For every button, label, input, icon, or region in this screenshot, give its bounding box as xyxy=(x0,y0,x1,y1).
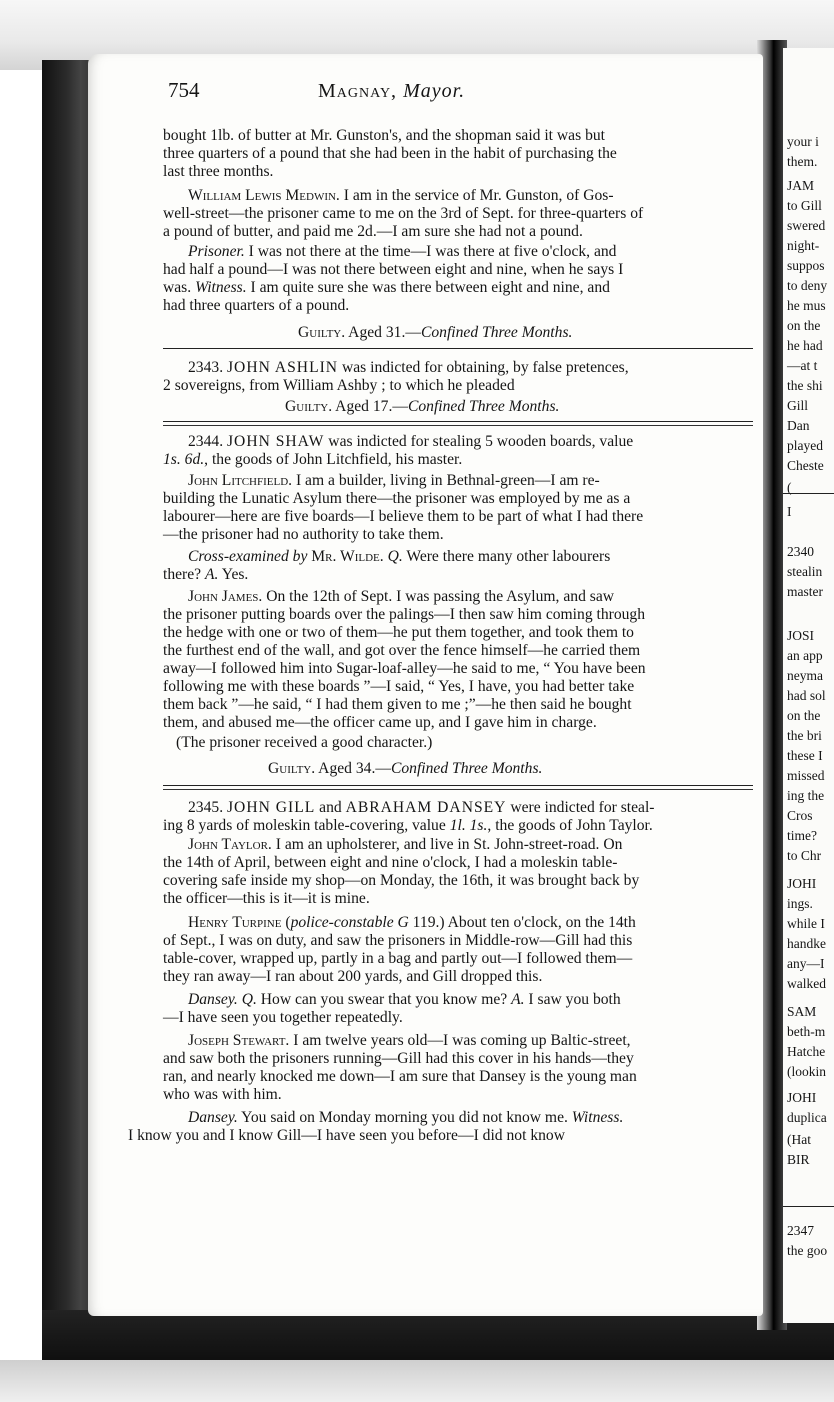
case-2345-heading xyxy=(188,799,753,817)
text-line: last three months. xyxy=(163,163,274,180)
facing-page-line: 2347 xyxy=(787,1223,814,1238)
page-header xyxy=(168,78,743,112)
testimony-turpine xyxy=(188,914,753,932)
text-fragment: 119.) xyxy=(408,914,445,931)
witness-name: William Lewis Medwin. xyxy=(188,187,340,204)
text-fragment: , the goods of John Litchfield, his master. xyxy=(204,451,463,468)
answer-label: A. xyxy=(204,566,219,583)
text-line xyxy=(163,279,753,297)
value-amount: 1s. 6d. xyxy=(163,451,205,468)
speaker-label: Prisoner. xyxy=(188,243,245,260)
facing-page-line: to Gill xyxy=(787,198,822,213)
facing-page-line: any—I xyxy=(787,956,825,971)
text-line: had half a pound—I was not there between eight and nine, when he says I xyxy=(163,261,624,278)
facing-page-line: suppos xyxy=(787,258,825,273)
dansey-question xyxy=(188,991,753,1009)
defendant-name: JOHN ASHLIN xyxy=(226,359,339,376)
facing-page-line: on the xyxy=(787,318,821,333)
facing-page-line: JOHI xyxy=(787,1090,817,1105)
text-line: the officer—this is it—it is mine. xyxy=(163,890,370,907)
text-fragment: there? xyxy=(163,566,205,583)
facing-page-line: while I xyxy=(787,916,825,931)
facing-page-line: them. xyxy=(787,154,818,169)
facing-page-line: I xyxy=(787,504,792,519)
page-number: 754 xyxy=(168,78,200,102)
testimony-text: About ten o'clock, on the 14th xyxy=(444,914,636,931)
text-line: a pound of butter, and paid me 2d.—I am sure she had not a pound. xyxy=(163,223,583,240)
facing-page-line: beth-m xyxy=(787,1024,826,1039)
text-line: following me with these boards ”—I said, “ Yes, I have, you had better take xyxy=(163,678,635,695)
cross-examined-label: Cross-examined by xyxy=(188,548,308,565)
facing-page-line: 2340 xyxy=(787,544,814,559)
text-line: ran, and nearly knocked me down—I am sure that Dansey is the young man xyxy=(163,1068,637,1085)
facing-page-line: Hatche xyxy=(787,1044,826,1059)
facing-page-line: your i xyxy=(787,134,819,149)
verdict-line xyxy=(298,324,753,342)
text-line: well-street—the prisoner came to me on the 3rd of Sept. for three-quarters of xyxy=(163,205,644,222)
sentence: Confined Three Months. xyxy=(420,324,573,341)
running-head-title: Mayor. xyxy=(403,80,466,102)
testimony-text: I am in the service of Mr. Gunston, of Gos- xyxy=(339,187,614,204)
answer-label: A. xyxy=(511,991,525,1008)
text-line: had three quarters of a pound. xyxy=(163,297,350,314)
facing-page-line: on the xyxy=(787,708,821,723)
text-line: they ran away—I ran about 200 yards, and Gill dropped this. xyxy=(163,968,543,985)
text-line: —the prisoner had no authority to take them. xyxy=(163,526,444,543)
value-amount: 1l. 1s. xyxy=(449,817,488,834)
text-line: the hedge with one or two of them—he put them together, and took them to xyxy=(163,624,634,641)
text-line: three quarters of a pound that she had been in the habit of purchasing the xyxy=(163,145,617,162)
defendant-name: ABRAHAM DANSEY xyxy=(345,799,507,816)
facing-page-line: the shi xyxy=(787,378,823,393)
scanner-background-bottom xyxy=(0,1360,834,1402)
verdict-line xyxy=(285,398,753,416)
question-label: Q. xyxy=(383,548,403,565)
text-line: —I have seen you together repeatedly. xyxy=(163,1009,403,1026)
case-number: 2345. xyxy=(188,799,227,816)
dansey-statement xyxy=(188,1109,753,1127)
facing-page-line: he had xyxy=(787,338,823,353)
text-fragment: , the goods of John Taylor. xyxy=(487,817,653,834)
cross-examination xyxy=(188,548,753,566)
facing-page-line: to Chr xyxy=(787,848,822,863)
text-line: the 14th of April, between eight and nine o'clock, I had a moleskin table- xyxy=(163,854,618,871)
facing-page-line: he mus xyxy=(787,298,826,313)
text-line: building the Lunatic Asylum there—the prisoner was employed by me as a xyxy=(163,490,631,507)
facing-page-line: missed xyxy=(787,768,825,783)
facing-page-line: walked xyxy=(787,976,826,991)
facing-page-line: duplica xyxy=(787,1110,827,1125)
facing-page-line: JOHI xyxy=(787,876,817,891)
facing-page-line: time? xyxy=(787,828,817,843)
text-line xyxy=(163,451,753,469)
facing-page-line: an app xyxy=(787,648,823,663)
facing-page-line: swered xyxy=(787,218,826,233)
facing-page-line: Dan xyxy=(787,418,810,433)
witness-name: John Litchfield. xyxy=(188,472,293,489)
section-divider xyxy=(163,421,753,426)
verdict-age: Aged 31.— xyxy=(345,324,421,341)
facing-page-line: Cros xyxy=(787,808,813,823)
defendant-name: JOHN GILL xyxy=(226,799,316,816)
text-line: them back ”—he said, “ I had them given to me ;”—he then said he bought xyxy=(163,696,632,713)
prisoner-statement xyxy=(188,243,753,261)
facing-page-line: ings. xyxy=(787,896,813,911)
testimony-medwin xyxy=(188,187,753,205)
facing-page-line: ing the xyxy=(787,788,825,803)
indictment-text: was indicted for obtaining, by false pretences, xyxy=(338,359,629,376)
text-fragment: and xyxy=(315,799,346,816)
case-number: 2344. xyxy=(188,433,227,450)
witness-name: John James. xyxy=(188,588,263,605)
witness-role: police-constable G xyxy=(290,914,409,931)
facing-page-line: stealin xyxy=(787,564,823,579)
speaker-label: Witness. xyxy=(571,1109,624,1126)
testimony-taylor xyxy=(188,836,753,854)
text-line: them, and abused me—the officer came up, and I gave him in charge. xyxy=(163,714,597,731)
testimony-text: I am twelve years old—I was coming up Baltic-street, xyxy=(289,1032,631,1049)
facing-page-divider xyxy=(783,493,834,494)
case-2343-heading xyxy=(188,359,753,377)
text-line: labourer—here are five boards—I believe them to be part of what I had there xyxy=(163,508,644,525)
indictment-text: were indicted for steal- xyxy=(506,799,655,816)
section-divider xyxy=(163,348,753,349)
facing-page-line: (Hat xyxy=(787,1132,811,1147)
counsel-name: Mr. Wilde. xyxy=(307,548,384,565)
facing-page-line: —at t xyxy=(787,358,818,373)
statement-text: I was not there at the time—I was there at five o'clock, and xyxy=(244,243,617,260)
question-label: Q. xyxy=(237,991,257,1008)
facing-page-line: the goo xyxy=(787,1243,828,1258)
text-line xyxy=(163,566,753,584)
witness-name: Joseph Stewart. xyxy=(188,1032,290,1049)
character-note: (The prisoner received a good character.) xyxy=(176,734,433,751)
facing-page-line: played xyxy=(787,438,823,453)
indictment-text: was indicted for stealing 5 wooden boards, value xyxy=(324,433,634,450)
facing-page-line: SAM xyxy=(787,1004,817,1019)
text-line: of Sept., I was on duty, and saw the prisoners in Middle-row—Gill had this xyxy=(163,932,633,949)
text-fragment: was. xyxy=(163,279,196,296)
question-text: How can you swear that you know me? xyxy=(256,991,512,1008)
verdict-age: Aged 17.— xyxy=(332,398,408,415)
text-fragment: ( xyxy=(281,914,291,931)
text-fragment: I am quite sure she was there between eight and nine, and xyxy=(246,279,610,296)
speaker-label: Dansey. xyxy=(188,991,238,1008)
sentence: Confined Three Months. xyxy=(390,760,543,777)
text-line: 2 sovereigns, from William Ashby ; to which he pleaded xyxy=(163,377,515,394)
facing-page-line: JOSI xyxy=(787,628,815,643)
facing-page-line: had sol xyxy=(787,688,826,703)
text-line: covering safe inside my shop—on Monday, the 16th, it was brought back by xyxy=(163,872,640,889)
facing-page-line: neyma xyxy=(787,668,823,683)
facing-page-line: (lookin xyxy=(787,1064,826,1079)
facing-page-line: JAM xyxy=(787,178,815,193)
text-line xyxy=(163,817,753,835)
case-number: 2343. xyxy=(188,359,227,376)
speaker-label: Dansey. xyxy=(188,1109,238,1126)
text-fragment: ing 8 yards of moleskin table-covering, value xyxy=(163,817,450,834)
testimony-text: I am a builder, living in Bethnal-green—I am re- xyxy=(292,472,600,489)
running-head-name: Magnay, xyxy=(318,80,398,102)
sentence: Confined Three Months. xyxy=(407,398,560,415)
facing-page-line: BIR xyxy=(787,1152,810,1167)
defendant-name: JOHN SHAW xyxy=(226,433,325,450)
text-line: away—I followed him into Sugar-loaf-alley—he said to me, “ You have been xyxy=(163,660,646,677)
facing-page-line: Gill xyxy=(787,398,809,413)
answer-text: I saw you both xyxy=(524,991,621,1008)
testimony-stewart xyxy=(188,1032,753,1050)
left-page xyxy=(88,54,763,1316)
facing-page-line: master xyxy=(787,584,823,599)
answer-text: Yes. xyxy=(218,566,249,583)
text-line: and saw both the prisoners running—Gill had this cover in his hands—they xyxy=(163,1050,634,1067)
facing-page-line: to deny xyxy=(787,278,828,293)
verdict: Guilty. xyxy=(298,324,346,341)
facing-page-line: the bri xyxy=(787,728,822,743)
facing-page-line: ( xyxy=(787,480,792,495)
facing-page-divider xyxy=(783,1206,834,1207)
running-head xyxy=(318,80,465,103)
facing-page-line: these I xyxy=(787,748,823,763)
testimony-litchfield xyxy=(188,472,753,490)
text-line: I know you and I know Gill—I have seen you before—I did not know xyxy=(128,1127,565,1144)
case-2344-heading xyxy=(188,433,753,451)
testimony-text: I am an upholsterer, and live in St. John-street-road. On xyxy=(271,836,623,853)
verdict: Guilty. xyxy=(268,760,316,777)
text-line: table-cover, wrapped up, partly in a bag and partly out—I followed them— xyxy=(163,950,633,967)
text-line: the furthest end of the wall, and got over the fence himself—he carried them xyxy=(163,642,641,659)
verdict-age: Aged 34.— xyxy=(315,760,391,777)
text-line: the prisoner putting boards over the palings—I then saw him coming through xyxy=(163,606,646,623)
testimony-text: On the 12th of Sept. I was passing the Asylum, and saw xyxy=(262,588,615,605)
witness-name: Henry Turpine xyxy=(188,914,282,931)
testimony-james xyxy=(188,588,753,606)
question-text: Were there many other labourers xyxy=(402,548,611,565)
facing-page-fragment xyxy=(783,48,834,1323)
statement-text: You said on Monday morning you did not know me. xyxy=(237,1109,572,1126)
verdict-line xyxy=(268,760,753,778)
facing-page-line: night- xyxy=(787,238,820,253)
verdict: Guilty. xyxy=(285,398,333,415)
text-line: who was with him. xyxy=(163,1086,282,1103)
section-divider xyxy=(163,785,753,790)
facing-page-line: handke xyxy=(787,936,826,951)
witness-name: John Taylor. xyxy=(188,836,272,853)
text-line: bought 1lb. of butter at Mr. Gunston's, and the shopman said it was but xyxy=(163,127,605,144)
speaker-label: Witness. xyxy=(195,279,247,296)
facing-page-line: Cheste xyxy=(787,458,824,473)
